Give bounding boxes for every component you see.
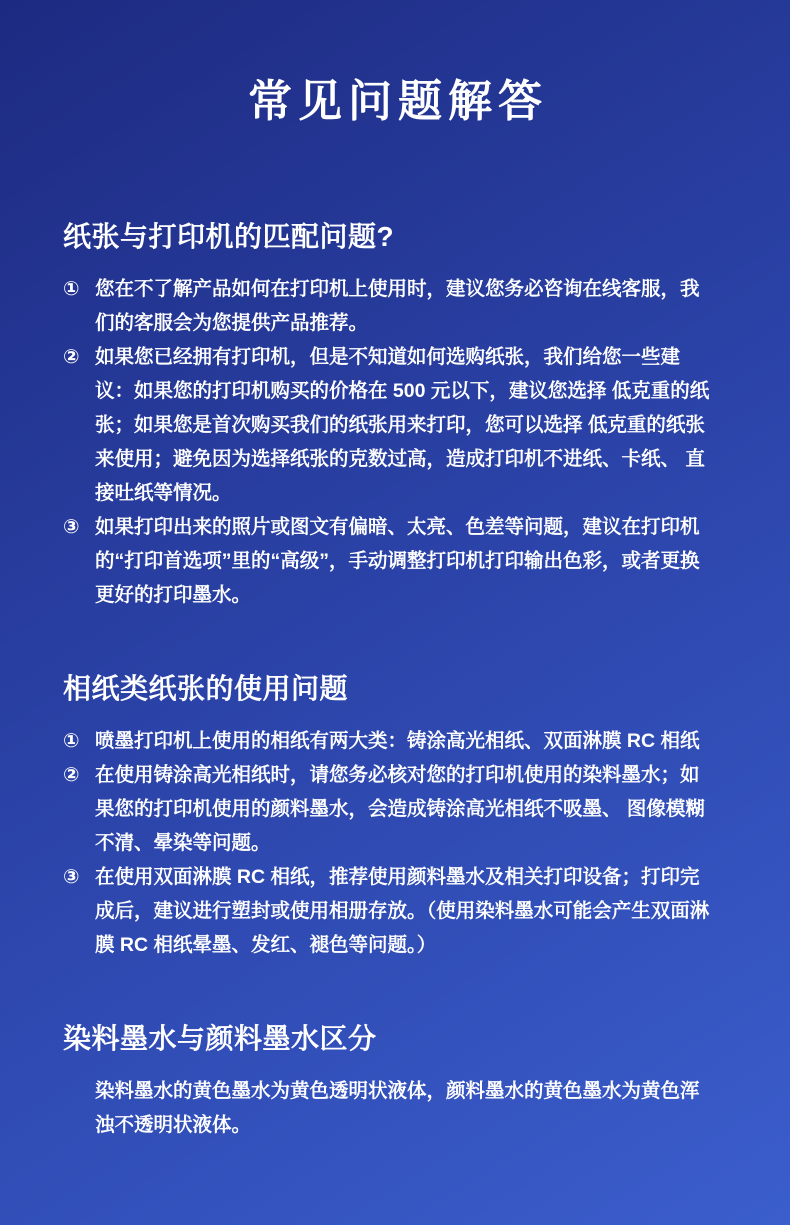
item-number-marker: ③ — [63, 516, 80, 538]
list-item — [63, 272, 718, 340]
item-number-marker: ① — [63, 730, 80, 752]
item-number-marker: ③ — [63, 866, 80, 888]
list-item — [63, 1074, 718, 1142]
page-title: 常见问题解答 — [248, 77, 548, 126]
item-text: 喷墨打印机上使用的相纸有两大类：铸涂高光相纸、双面淋膜 RC 相纸 — [95, 730, 700, 752]
item-text: 在使用双面淋膜 RC 相纸，推荐使用颜料墨水及相关打印设备；打印完成后，建议进行塑封或使用相册存放。（使用染料墨水可能会产生双面淋膜 RC 相纸晕墨、发红、褪色等问题。） — [95, 866, 710, 956]
list-item — [63, 758, 718, 860]
item-text: 如果打印出来的照片或图文有偏暗、太亮、色差等问题，建议在打印机的“打印首选项”里的“高级”，手动调整打印机打印输出色彩，或者更换更好的打印墨水。 — [95, 516, 700, 606]
item-number-marker: ① — [63, 278, 80, 300]
section-dye-vs-pigment-ink — [63, 1024, 718, 1142]
item-text: 如果您已经拥有打印机，但是不知道如何选购纸张，我们给您一些建议：如果您的打印机购买的价格在 500 元以下，建议您选择 低克重的纸张；如果您是首次购买我们的纸张用来打印，您可以选择 低克重的纸张来使用；避免因为选择纸张的克数过高，造成打印机不进纸、卡纸、 直接吐纸等情况。 — [95, 346, 710, 504]
item-text: 您在不了解产品如何在打印机上使用时，建议您务必咨询在线客服，我们的客服会为您提供产品推荐。 — [95, 278, 700, 334]
list-item — [63, 860, 718, 962]
section-photo-paper-usage — [63, 674, 718, 962]
section-paper-printer-match — [63, 222, 718, 612]
section-heading-photo-paper-usage: 相纸类纸张的使用问题 — [63, 673, 349, 704]
list-item — [63, 340, 718, 510]
section-heading-paper-printer-match: 纸张与打印机的匹配问题? — [63, 221, 395, 252]
faq-content — [0, 222, 790, 1142]
list-item — [63, 510, 718, 612]
section-heading-dye-vs-pigment-ink: 染料墨水与颜料墨水区分 — [63, 1023, 377, 1054]
list-item — [63, 724, 718, 758]
item-number-marker: ② — [63, 764, 80, 786]
item-text: 染料墨水的黄色墨水为黄色透明状液体，颜料墨水的黄色墨水为黄色浑浊不透明状液体。 — [95, 1080, 700, 1136]
item-text: 在使用铸涂高光相纸时，请您务必核对您的打印机使用的染料墨水；如果您的打印机使用的颜料墨水，会造成铸涂高光相纸不吸墨、 图像模糊不清、晕染等问题。 — [95, 764, 705, 854]
item-number-marker: ② — [63, 346, 80, 368]
